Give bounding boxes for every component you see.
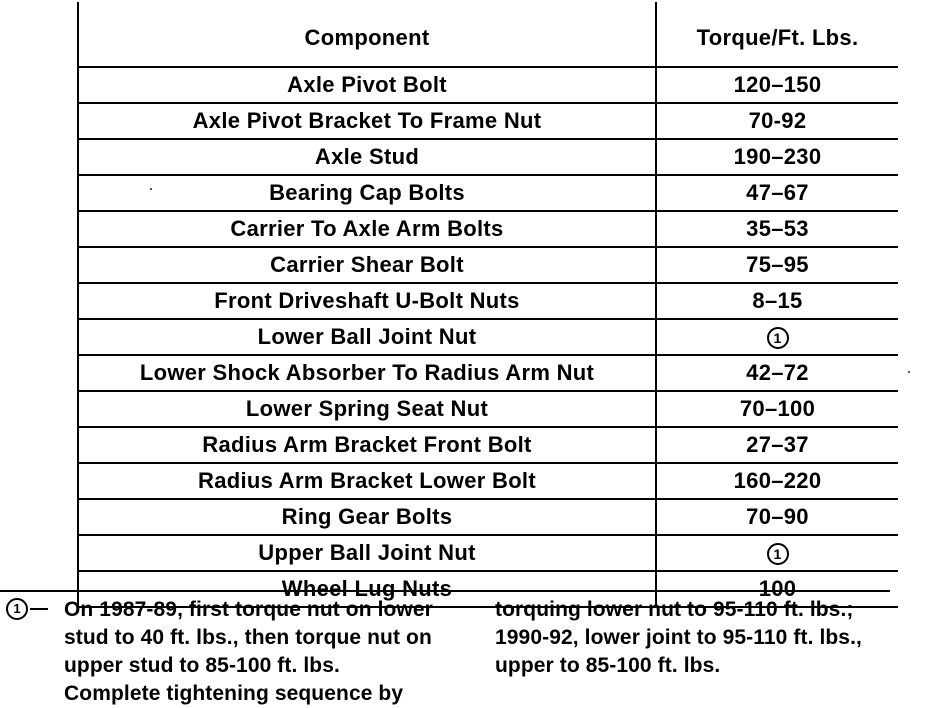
torque-cell: 70–100 — [656, 391, 898, 427]
dash-icon — [30, 608, 48, 610]
table-row — [78, 139, 898, 175]
torque-cell: 160–220 — [656, 463, 898, 499]
footnote-line: torquing lower nut to 95-110 ft. lbs.; — [495, 598, 854, 621]
torque-cell: 27–37 — [656, 427, 898, 463]
torque-cell: 35–53 — [656, 211, 898, 247]
component-cell: Bearing Cap Bolts — [78, 175, 656, 211]
component-cell: Lower Ball Joint Nut — [78, 319, 656, 355]
torque-cell: 70-92 — [656, 103, 898, 139]
torque-cell — [656, 535, 898, 571]
torque-cell: 42–72 — [656, 355, 898, 391]
table-row — [78, 355, 898, 391]
footnote-line: 1990-92, lower joint to 95-110 ft. lbs., — [495, 626, 862, 649]
table-row — [78, 283, 898, 319]
table-row — [78, 67, 898, 103]
component-cell: Ring Gear Bolts — [78, 499, 656, 535]
table-row — [78, 463, 898, 499]
component-cell: Radius Arm Bracket Front Bolt — [78, 427, 656, 463]
table-row — [78, 391, 898, 427]
component-cell: Upper Ball Joint Nut — [78, 535, 656, 571]
component-cell: Carrier To Axle Arm Bolts — [78, 211, 656, 247]
table-row — [78, 103, 898, 139]
table-row — [78, 175, 898, 211]
footnote-ref-circle-icon: 1 — [767, 543, 789, 565]
footnote-line: stud to 40 ft. lbs., then torque nut on — [64, 626, 432, 649]
table-row — [78, 211, 898, 247]
table-header-row — [78, 2, 898, 67]
table-row — [78, 319, 898, 355]
footnote-left-column — [6, 596, 486, 708]
header-component: Component — [78, 2, 656, 67]
table-row — [78, 499, 898, 535]
footnote-line: upper to 85-100 ft. lbs. — [495, 654, 721, 677]
footnote-marker — [6, 598, 48, 620]
torque-cell: 70–90 — [656, 499, 898, 535]
footnote-line: Complete tightening sequence by — [64, 682, 404, 705]
component-cell: Lower Shock Absorber To Radius Arm Nut — [78, 355, 656, 391]
footnote-ref-circle-icon: 1 — [767, 327, 789, 349]
component-cell: Axle Pivot Bracket To Frame Nut — [78, 103, 656, 139]
component-cell: Axle Stud — [78, 139, 656, 175]
footnote-circle-icon: 1 — [6, 598, 28, 620]
component-cell: Carrier Shear Bolt — [78, 247, 656, 283]
table-row — [78, 247, 898, 283]
torque-cell: 8–15 — [656, 283, 898, 319]
torque-cell — [656, 319, 898, 355]
component-cell: Wheel Lug Nuts — [78, 571, 656, 607]
torque-cell: 75–95 — [656, 247, 898, 283]
torque-spec-table — [77, 2, 898, 608]
torque-cell: 100 — [656, 571, 898, 607]
footnote-line: upper stud to 85-100 ft. lbs. — [64, 654, 340, 677]
component-cell: Front Driveshaft U-Bolt Nuts — [78, 283, 656, 319]
torque-cell: 190–230 — [656, 139, 898, 175]
footnote-right-column — [495, 596, 935, 680]
component-cell: Radius Arm Bracket Lower Bolt — [78, 463, 656, 499]
scan-speck — [908, 371, 910, 373]
component-cell: Lower Spring Seat Nut — [78, 391, 656, 427]
table-row — [78, 427, 898, 463]
header-torque: Torque/Ft. Lbs. — [656, 2, 898, 67]
table-row — [78, 535, 898, 571]
torque-cell: 47–67 — [656, 175, 898, 211]
component-cell: Axle Pivot Bolt — [78, 67, 656, 103]
scan-speck — [150, 188, 152, 190]
torque-cell: 120–150 — [656, 67, 898, 103]
footnote-line: On 1987-89, first torque nut on lower — [64, 598, 433, 621]
footnote-divider — [0, 590, 890, 592]
